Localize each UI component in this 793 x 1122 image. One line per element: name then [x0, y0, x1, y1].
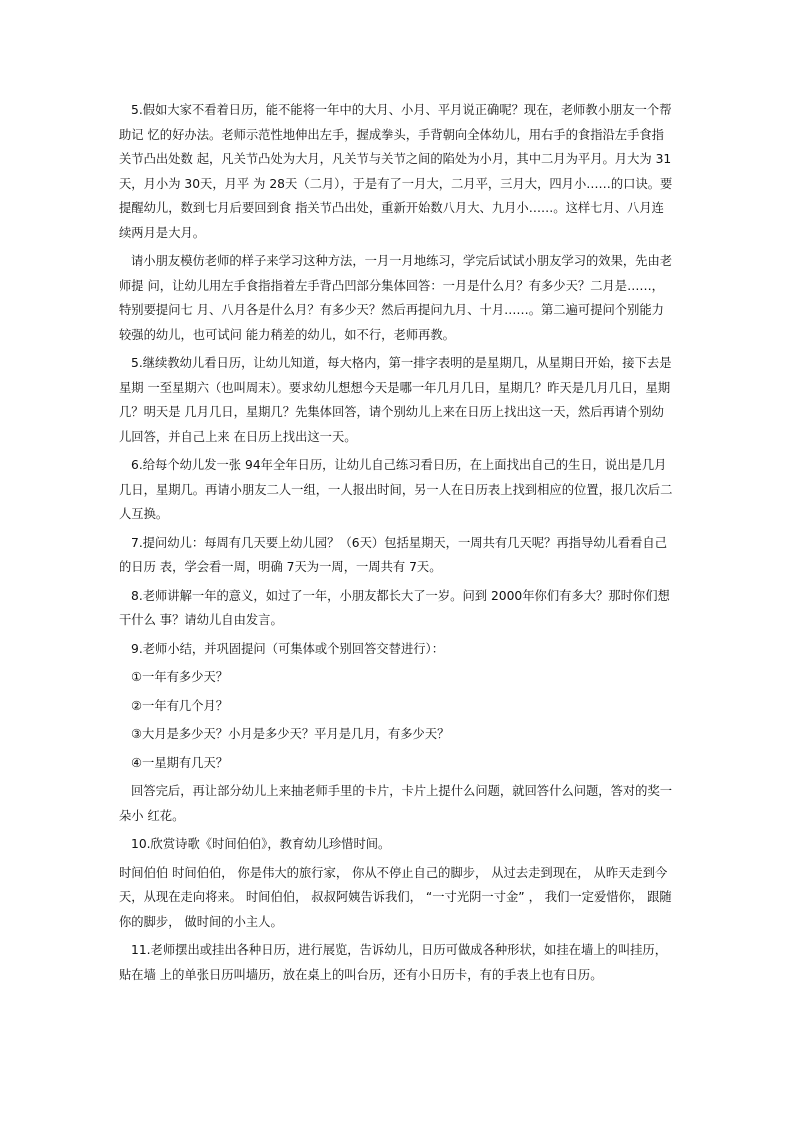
paragraph-weekday-reading: 5.继续教幼儿看日历，让幼儿知道，每大格内，第一排字表明的是星期几，从星期日开始，接下去是星期 一至星期六（也叫周末）。要求幼儿想想今天是哪一年几月几日，星期几？昨天是几月几日，星期几？明天是 几月几日，星期几？先集体回答，请个别幼儿上来在日历上找出这一天，然后再请个别幼儿回答，并自己上来 在日历上找出这一天。 — [119, 356, 672, 444]
paragraph-birthday-exercise: 6.给每个幼儿发一张 94年全年日历，让幼儿自己练习看日历，在上面找出自己的生日，说出是几月几日，星期几。再请小朋友二人一组，一人报出时间，另一人在日历表上找到相应的位置，报几次后二人互换。 — [119, 458, 673, 521]
document-body — [119, 98, 675, 991]
paragraph-practice-questions: 请小朋友模仿老师的样子来学习这种方法，一月一月地练习，学完后试试小朋友学习的效果，先由老师提 问，让幼儿用左手食指指着左手背凸凹部分集体回答：一月是什么月？有多少天？二月是……，特别要提问七 月、八月各是什么月？有多少天？然后再提问九月、十月……。第二遍可提问个别能力较强的幼儿，也可试问 能力稍差的幼儿，如不行，老师再教。 — [119, 254, 673, 342]
paragraph-week-days: 7.提问幼儿：每周有几天要上幼儿园？（6天）包括星期天，一周共有几天呢？再指导幼儿看看自己的日历 表，学会看一周，明确 7天为一周，一周共有 7天。 — [119, 535, 668, 574]
list-item-question-4: ④一星期有几天？ — [131, 755, 229, 770]
list-item-question-3: ③大月是多少天？小月是多少天？平月是几月，有多少天？ — [131, 727, 450, 741]
list-item-question-2: ②一年有几个月？ — [131, 698, 229, 713]
paragraph-poem-heading: 10.欣赏诗歌《时间伯伯》，教育幼儿珍惜时间。 — [131, 837, 391, 851]
paragraph-card-game: 回答完后，再让部分幼儿上来抽老师手里的卡片，卡片上提什么问题，就回答什么问题，答对的奖一朵小 红花。 — [119, 784, 673, 823]
list-item-question-1: ①一年有多少天？ — [131, 670, 229, 684]
paragraph-summary: 9.老师小结，并巩固提问（可集体或个别回答交替进行）： — [131, 641, 445, 656]
paragraph-poem-text: 时间伯伯 时间伯伯， 你是伟大的旅行家， 你从不停止自己的脚步， 从过去走到现在， 从昨天走到今天，从现在走向将来。 时间伯伯， 叔叔阿姨告诉我们， “一寸光阴一寸金” ， 我们一定爱惜你， 跟随你的脚步， 做时间的小主人。 — [119, 865, 672, 929]
paragraph-calendar-mnemonic: 5.假如大家不看着日历，能不能将一年中的大月、小月、平月说正确呢？现在，老师教小朋友一个帮助记 忆的好办法。老师示范性地伸出左手，握成拳头，手背朝向全体幼儿，用右手的食指沿左手食指关节凸出处数 起，凡关节凸处为大月，凡关节与关节之间的陷处为小月，其中二月为平月。月大为 31天，月小为 30天，月平 为 28天（二月），于是有了一月大，二月平，三月大，四月小……的口诀。要提醒幼儿，数到七月后要回到食 指关节凸出处，重新开始数八月大、九月小……。这样七月、八月连续两月是大月。 — [119, 103, 673, 240]
paragraph-year-meaning: 8.老师讲解一年的意义，如过了一年，小朋友都长大了一岁。问到 2000年你们有多大？那时你们想干什么 事？请幼儿自由发言。 — [119, 588, 670, 627]
paragraph-calendar-display: 11.老师摆出或挂出各种日历，进行展览，告诉幼儿，日历可做成各种形状，如挂在墙上的叫挂历，贴在墙 上的单张日历叫墙历，放在桌上的叫台历，还有小日历卡，有的手表上也有日历。 — [119, 943, 668, 982]
